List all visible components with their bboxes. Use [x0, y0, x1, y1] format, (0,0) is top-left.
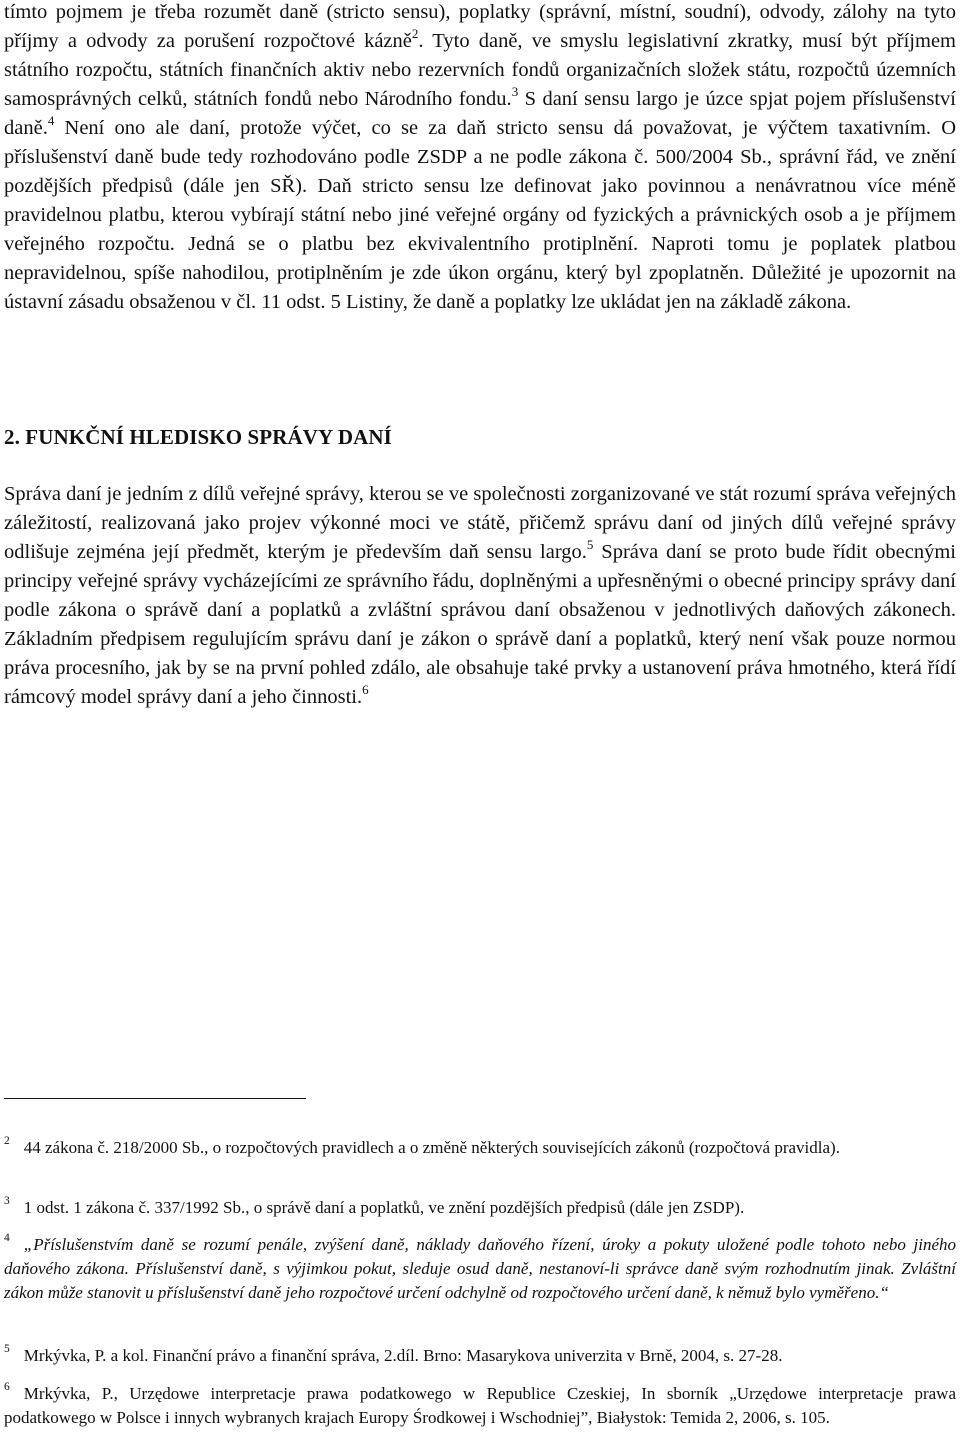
footnote-text: 1 odst. 1 zákona č. 337/1992 Sb., o správě daní a poplatků, ve znění pozdějších předpisů (dále jen ZSDP). [23, 1198, 745, 1217]
paragraph-text: . Tyto daně, ve smyslu legislativní zkratky, musí být příjmem státního rozpočtu, státních finančních aktiv nebo rezervních fondů organizačních složek státu, rozpočtů územních samosprávných celků, státních fondů nebo Národního fondu. [4, 30, 956, 110]
footnote-text: „Příslušenstvím daně se rozumí penále, zvýšení daně, náklady daňového řízení, úroky a pokuty uložené podle tohoto nebo jiného daňového zákona. Příslušenství daně, s výjimkou pokut, sleduje osud daně, nestanoví-li správce daně svým rozhodnutím jinak. Zvláštní zákon může stanovit u příslušenství daně jeho rozpočtové určení odchylně od rozpočtového určení daně, k němuž bylo vyměřeno.“ [4, 1235, 956, 1302]
paragraph-text: S daní sensu largo je úzce spjat pojem příslušenství daně. [4, 88, 956, 139]
paragraph-text: Není ono ale daní, protože výčet, co se za daň stricto sensu dá považovat, je výčtem taxativním. O příslušenství daně bude tedy rozhodováno podle ZSDP a ne podle zákona č. 500/2004 Sb., správní řád, ve znění pozdějších předpisů (dále jen SŘ). Daň stricto sensu lze definovat jako povinnou a nenávratnou více méně pravidelnou platbu, kterou vybírají státní nebo jiné veřejné orgány od fyzických a právnických osob a je příjmem veřejného rozpočtu. Jedná se o platbu bez ekvivalentního protiplnění. Naproti tomu je poplatek platbou nepravidelnou, spíše nahodilou, protiplněním je zde úkon orgánu, který byl zpoplatněn. Důležité je upozornit na ústavní zásadu obsaženou v čl. 11 odst. 5 Listiny, že daně a poplatky lze ukládat jen na základě zákona. [4, 117, 956, 313]
footnote-text: Mrkývka, P. a kol. Finanční právo a finanční správa, 2.díl. Brno: Masarykova univerzita v Brně, 2004, s. 27-28. [23, 1346, 783, 1365]
footnote-separator [4, 1098, 306, 1099]
footnote-number: 6 [4, 1381, 10, 1394]
body-paragraph-2 [4, 480, 956, 712]
section-heading: 2. FUNKČNÍ HLEDISKO SPRÁVY DANÍ [4, 425, 392, 449]
footnote-ref-4[interactable]: 4 [47, 113, 55, 129]
footnote-6 [4, 1382, 956, 1430]
footnote-number: 5 [4, 1343, 10, 1356]
footnote-number: 3 [4, 1195, 10, 1208]
footnote-5 [4, 1344, 956, 1368]
footnote-3 [4, 1196, 956, 1220]
footnote-text: 44 zákona č. 218/2000 Sb., o rozpočtových pravidlech a o změně některých souvisejících zákonů (rozpočtová pravidla). [23, 1138, 840, 1157]
paragraph-text: tímto pojmem je třeba rozumět daně (stricto sensu), poplatky (správní, místní, soudní), odvody, zálohy na tyto příjmy a odvody za porušení rozpočtové kázně [4, 1, 956, 52]
body-paragraph-1 [4, 0, 956, 317]
footnote-ref-5[interactable]: 5 [586, 537, 594, 553]
footnote-4 [4, 1233, 956, 1305]
paragraph-text: Správa daní se proto bude řídit obecnými principy veřejné správy vycházejícími ze správního řádu, doplněnými a upřesněnými o obecné principy správy daní podle zákona o správě daní a poplatků a zvláštní správou daní obsaženou v jednotlivých daňových zákonech. Základním předpisem regulujícím správu daní je zákon o správě daní a poplatků, který není však pouze normou práva procesního, jak by se na první pohled zdálo, ale obsahuje také prvky a ustanovení práva hmotného, která řídí rámcový model správy daní a jeho činnosti. [4, 541, 956, 708]
footnote-2 [4, 1136, 956, 1160]
footnote-text: Mrkývka, P., Urzędowe interpretacje prawa podatkowego w Republice Czeskiej, In sborník „Urzędowe interpretacje prawa podatkowego w Polsce i innych wybranych krajach Europy Środkowej i Wschodniej”, Białystok: Temida 2, 2006, s. 105. [4, 1384, 956, 1427]
footnote-number: 2 [4, 1135, 10, 1148]
footnote-ref-2[interactable]: 2 [411, 26, 419, 42]
paragraph-text: Správa daní je jedním z dílů veřejné správy, kterou se ve společnosti zorganizované ve stát rozumí správa veřejných záležitostí, realizovaná jako projev výkonné moci ve státě, přičemž správu daní od jiných dílů veřejné správy odlišuje zejména její předmět, kterým je především daň sensu largo. [4, 483, 956, 563]
footnote-number: 4 [4, 1232, 10, 1245]
footnote-ref-6[interactable]: 6 [362, 682, 369, 698]
footnote-ref-3[interactable]: 3 [511, 84, 519, 100]
